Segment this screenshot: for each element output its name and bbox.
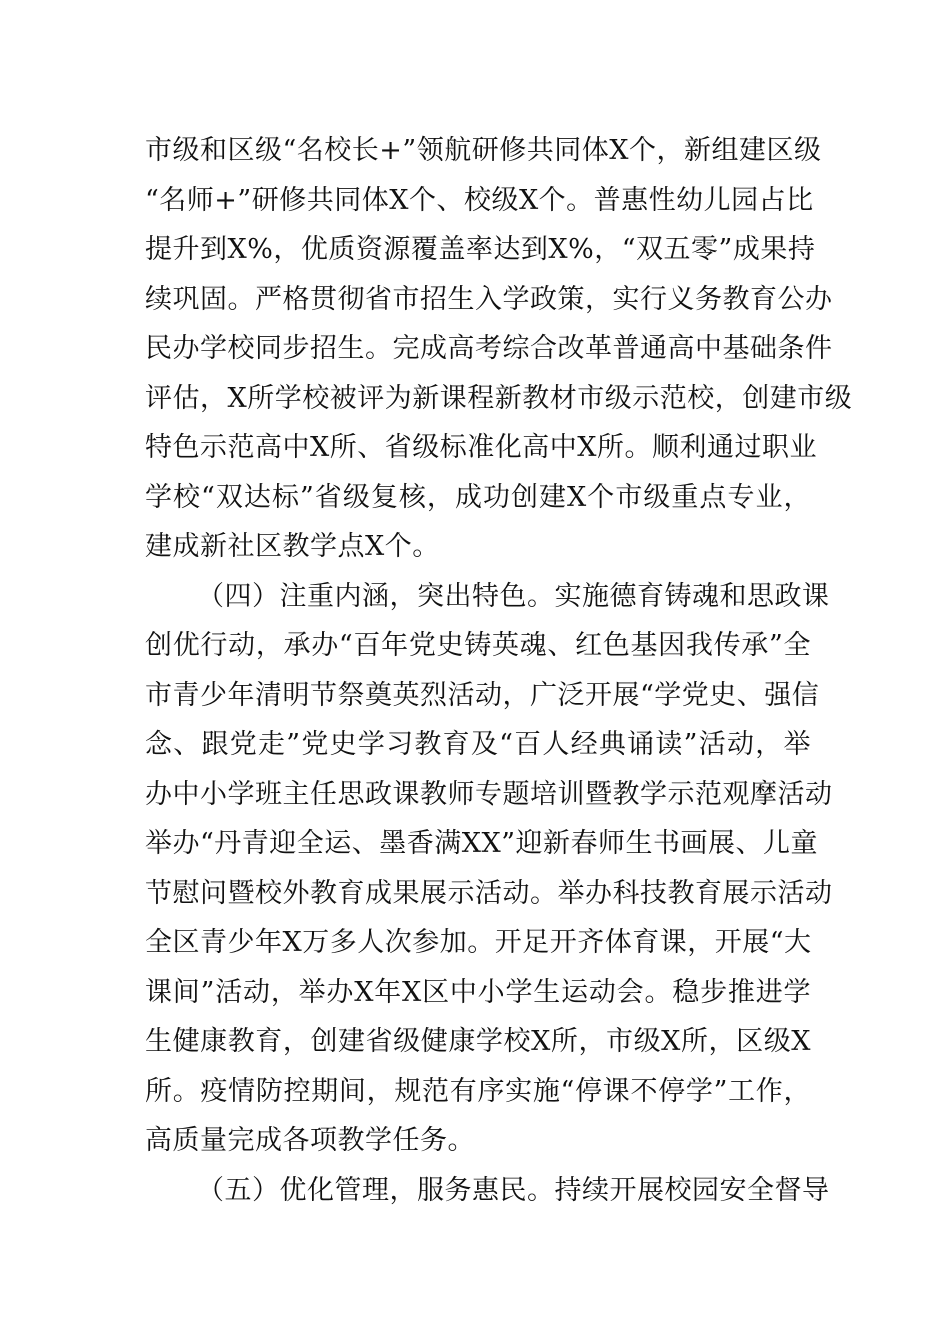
text-line-16: 节慰问暨校外教育成果展示活动。举办科技教育展示活动 [145, 877, 833, 909]
text-line-22-section-5-heading: （五）优化管理，服务惠民。持续开展校园安全督导 [197, 1174, 830, 1206]
text-line-11: 创优行动，承办“百年党史铸英魂、红色基因我传承”全 [145, 630, 811, 661]
text-line-17: 全区青少年X万多人次参加。开足开齐体育课，开展“大 [145, 927, 812, 958]
text-line-10-section-4-heading: （四）注重内涵，突出特色。实施德育铸魂和思政课 [197, 580, 830, 612]
text-line-3: 提升到X%，优质资源覆盖率达到X%，“双五零”成果持 [145, 234, 816, 265]
text-line-20: 所。疫情防控期间，规范有序实施“停课不停学”工作， [145, 1075, 811, 1107]
text-line-8: 学校“双达标”省级复核，成功创建X个市级重点专业， [145, 481, 811, 513]
text-line-18: 课间”活动，举办X年X区中小学生运动会。稳步推进学 [145, 976, 811, 1008]
document-body [145, 126, 853, 1215]
text-line-4: 续巩固。严格贯彻省市招生入学政策，实行义务教育公办 [145, 283, 833, 315]
text-line-2: “名师+”研修共同体X个、校级X个。普惠性幼儿园占比 [145, 184, 814, 216]
text-line-21: 高质量完成各项教学任务。 [145, 1125, 475, 1156]
text-line-19: 生健康教育，创建省级健康学校X所，市级X所，区级X [145, 1026, 811, 1057]
text-line-1: 市级和区级“名校长+”领航研修共同体X个，新组建区级 [145, 135, 822, 166]
text-line-9: 建成新社区教学点X个。 [145, 531, 440, 562]
text-line-15: 举办“丹青迎全运、墨香满XX”迎新春师生书画展、儿童 [145, 828, 819, 859]
text-line-6: 评估，X所学校被评为新课程新教材市级示范校，创建市级 [145, 382, 853, 414]
text-line-12: 市青少年清明节祭奠英烈活动，广泛开展“学党史、强信 [145, 679, 820, 711]
text-line-5: 民办学校同步招生。完成高考综合改革普通高中基础条件 [145, 333, 833, 364]
text-line-13: 念、跟党走”党史学习教育及“百人经典诵读”活动，举 [145, 729, 811, 760]
text-line-14: 办中小学班主任思政课教师专题培训暨教学示范观摩活动 [145, 778, 833, 810]
text-line-7: 特色示范高中X所、省级标准化高中X所。顺利通过职业 [145, 432, 817, 463]
